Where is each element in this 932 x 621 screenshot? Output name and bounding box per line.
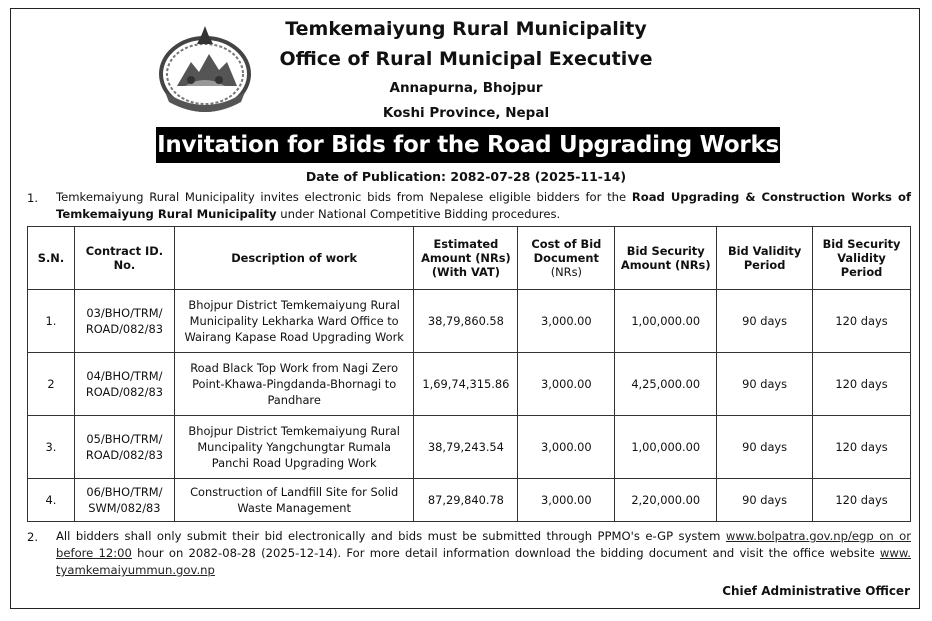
cell-description: Road Black Top Work from Nagi Zero Point-Khawa-Pingdanda-Bhornagi to Pandhare (174, 353, 414, 416)
publication-date: Date of Publication: 2082-07-28 (2025-11-14) (305, 169, 627, 184)
para2-text-a: All bidders shall only submit their bid electronically and bids must be submitted through PPMO's e-GP system (56, 529, 726, 543)
table-row (28, 479, 911, 522)
header-description: Description of work (174, 227, 414, 290)
cell-validity: 90 days (717, 479, 813, 522)
cell-sec-validity: 120 days (813, 479, 911, 522)
cell-validity: 90 days (717, 353, 813, 416)
para1-text-b: under National Competitive Bidding procedures. (276, 207, 561, 221)
para2-text-b: hour on 2082-08-28 (2025-12-14). For more detail information download the bidding document and visit the office website (131, 546, 880, 560)
signature: Chief Administrative Officer (722, 584, 910, 598)
cell-estimated: 87,29,840.78 (414, 479, 518, 522)
cell-sn: 2 (28, 353, 75, 416)
header-validity: Bid Validity Period (717, 227, 813, 290)
bid-table (27, 226, 911, 522)
header-cost-doc-label: Cost of Bid Document (531, 237, 602, 265)
cell-sec-validity: 120 days (813, 353, 911, 416)
table-row (28, 353, 911, 416)
header-security: Bid Security Amount (NRs) (615, 227, 717, 290)
cell-sn: 4. (28, 479, 75, 522)
para2-number: 2. (27, 530, 39, 544)
notice-title: Invitation for Bids for the Road Upgrading Works (156, 127, 780, 163)
cell-security: 4,25,000.00 (615, 353, 717, 416)
header-sn: S.N. (28, 227, 75, 290)
para1-text-a: Temkemaiyung Rural Municipality invites electronic bids from Nepalese eligible bidders for the (56, 190, 632, 204)
table-header-row (28, 227, 911, 290)
cell-security: 1,00,000.00 (615, 290, 717, 353)
cell-description: Bhojpur District Temkemaiyung Rural Municipality Lekharka Ward Office to Wairang Kapase Road Upgrading Work (174, 290, 414, 353)
office-website-link[interactable]: www. tyamkemaiyummun.gov.np (56, 546, 911, 577)
province: Koshi Province, Nepal (382, 105, 550, 121)
para1-bold: Road Upgrading & Construction Works of Temkemaiyung Rural Municipality (56, 190, 911, 221)
header-cost-doc-unit: (NRs) (550, 265, 582, 279)
header-cost-doc (518, 227, 615, 290)
cell-estimated: 38,79,243.54 (414, 416, 518, 479)
cell-cost-doc: 3,000.00 (518, 290, 615, 353)
header-contract: Contract ID. No. (74, 227, 174, 290)
cell-estimated: 38,79,860.58 (414, 290, 518, 353)
para1 (56, 189, 911, 223)
cell-description: Construction of Landfill Site for Solid Waste Management (174, 479, 414, 522)
cell-security: 2,20,000.00 (615, 479, 717, 522)
cell-cost-doc: 3,000.00 (518, 416, 615, 479)
cell-contract: 03/BHO/TRM/ ROAD/082/83 (74, 290, 174, 353)
cell-sec-validity: 120 days (813, 290, 911, 353)
egp-link[interactable]: www.bolpatra.gov.np/egp on or before 12:00 (56, 529, 911, 560)
cell-sn: 3. (28, 416, 75, 479)
para2 (56, 528, 911, 579)
cell-validity: 90 days (717, 416, 813, 479)
cell-contract: 05/BHO/TRM/ ROAD/082/83 (74, 416, 174, 479)
cell-contract: 04/BHO/TRM/ ROAD/082/83 (74, 353, 174, 416)
cell-sec-validity: 120 days (813, 416, 911, 479)
cell-estimated: 1,69,74,315.86 (414, 353, 518, 416)
cell-sn: 1. (28, 290, 75, 353)
para1-number: 1. (27, 191, 39, 205)
cell-cost-doc: 3,000.00 (518, 479, 615, 522)
table-row (28, 290, 911, 353)
location: Annapurna, Bhojpur (389, 80, 543, 96)
org-name: Temkemaiyung Rural Municipality (285, 18, 647, 40)
cell-contract: 06/BHO/TRM/ SWM/082/83 (74, 479, 174, 522)
cell-cost-doc: 3,000.00 (518, 353, 615, 416)
header-sec-validity: Bid Security Validity Period (813, 227, 911, 290)
header-estimated: Estimated Amount (NRs) (With VAT) (414, 227, 518, 290)
cell-security: 1,00,000.00 (615, 416, 717, 479)
cell-validity: 90 days (717, 290, 813, 353)
cell-description: Bhojpur District Temkemaiyung Rural Muncipality Yangchungtar Rumala Panchi Road Upgrading Work (174, 416, 414, 479)
table-row (28, 416, 911, 479)
office-name: Office of Rural Municipal Executive (279, 48, 653, 70)
